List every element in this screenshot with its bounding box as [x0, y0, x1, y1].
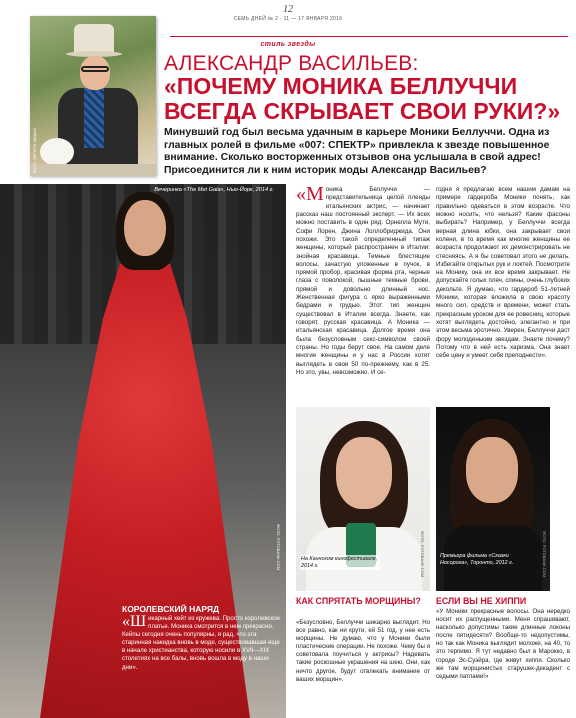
sidebar-box-title: КОРОЛЕВСКИЙ НАРЯД [122, 604, 220, 614]
author-portrait [30, 16, 156, 176]
hippie-subheading: ЕСЛИ ВЫ НЕ ХИППИ [436, 596, 527, 606]
main-photo-caption: Вечеринка «The Met Gala», Нью-Йорк, 2014 г. [154, 187, 274, 193]
sidebar-box-body: икарный хейт из кружева. Просто королевское платье. Моника смотрится в нем прекрасно. Кейпы сегодня очень популярны, я рад, что эта старинная накидка вновь в моде, существовавшая еще в начале христианства, которую носили в XVII—XIX столетиях на все балы, вновь вошла в моду в наши дни». [122, 615, 281, 671]
toronto-photo-credit: ФОТО: FOTOBANK.COM [542, 531, 547, 578]
author-name: АЛЕКСАНДР ВАСИЛЬЕВ: [164, 52, 419, 75]
scarf-shape [84, 88, 104, 148]
portrait-photo-credit: ФОТО: ЛЕГИОН-МЕДИА [32, 128, 37, 174]
issue-line: СЕМЬ ДНЕЙ № 2 · 11 — 17 ЯНВАРЯ 2016 [233, 16, 343, 22]
toronto-photo-caption: Премьера фильма «Сказки Носорога», Торонто, 2012 г. [440, 553, 514, 566]
wrinkles-text: «Безусловно, Беллуччи шикарно выглядит. Но все равно, как ни крути, ей 51 год, у нее есть морщины. Не думаю, что у Моники были пластические операции. Не похоже. Чему бы я советовала поучиться у актрисы? Надевать такие роскошные украшения на шею. Они, как ничто другое, будут отвлекать внимание от ваших морщин». [296, 619, 430, 683]
section-label: стиль звезды [255, 41, 322, 48]
toronto-photo [436, 407, 550, 591]
cannes-photo-caption: На Каннском кинофестивале, 2014 г. [300, 555, 380, 570]
column-dropcap: «М [296, 183, 324, 205]
face-shape [336, 437, 392, 509]
glasses-shape [81, 66, 109, 72]
article-column-1 [296, 183, 430, 377]
article-column-2: годня я предлагаю всем нашим дамам на примере гардероба Моники понять, как правильно одеваться в этом возрасте. Что можно носить, что нельзя? Какие фасоны выбирать? Например, у Беллуччи всегда верная длина юбки, она закрывает свои колени, в то время как многие женщины ее возраста продолжают их демонстрировать не стесняясь. А я бы советовал этого не делать. Избегайте открытых рук и локтей. Посмотрите на Монику, она их все время закрывает. Не допускайте голых плеч, спины, очень глубоких декольте. Я думаю, что гардероб 51-летней Моники, которая вложила в свою красоту много сил, средств и времени, может стать прекрасным уроком для ее ровесниц, которые хотят выглядеть достойно, элегантно и при этом весьма эротично. Уверен, Беллуччи даст фору молоденьким звездам. Знаете почему? Потому что в ней есть харизма. Она знает себе цену и умеет себя преподнести». [436, 186, 571, 360]
sidebar-dropcap: «Ш [122, 613, 147, 630]
headline: «ПОЧЕМУ МОНИКА БЕЛЛУЧЧИ ВСЕГДА СКРЫВАЕТ СВОИ РУКИ?» [164, 73, 561, 124]
face-shape [466, 437, 518, 503]
cannes-photo [296, 407, 430, 591]
face-shape [80, 56, 110, 90]
lead-paragraph: Минувший год был весьма удачным в карьере Моники Беллуччи. Одна из главных ролей в фильме «007: СПЕКТР» привлекла к звезде повышенное внимание. Сколько восторженных отзывов она услышала в свой адрес! Присоединится ли к ним историк моды Александр Васильев? [164, 127, 550, 176]
main-photo-credit: ФОТО: FOTOBANK.COM [276, 524, 281, 571]
wrinkles-subheading: КАК СПРЯТАТЬ МОРЩИНЫ? [296, 596, 421, 606]
hat-shape [74, 24, 114, 54]
column-1-text: оника Беллуччи — представительница целой плеяды итальянских актрис, — начинает рассказ наш постоянный эксперт. — Их всех можно поставить в один ряд: Орнелла Мути, Софи Лорен, Джина Лоллобриджида. Они похожи. Это такой определенный типаж женщины, который распространен в Италии: знойная красавица. Темные блестящие волосы, зачастую уложенные в пучок, в прямой пробор, красивая форма рта, черные глаза с поволокой, пышные темные брови, прямой и довольно длинный нос. Женственная фигура с ярко выраженными бедрами и грудью. Этот тип женщин существовал в Италии всегда. Знаете, как говорят, русская красавица. А Моника — итальянская красавица. Долгое время она была безусловным секс-символом своей страны. Но годы берут свое. На самом деле многие женщины и у нас в России хотят выглядеть в свои 50 по-прежнему, как в 25. Но это, увы, невозможно. И се- [296, 186, 430, 376]
sidebar-box-text [122, 615, 282, 672]
cannes-photo-credit: ФОТО: FOTOBANK.COM [420, 531, 425, 578]
teapot-shape [40, 138, 74, 166]
table-shape [30, 164, 156, 176]
page-number: 12 [283, 4, 293, 15]
hippie-text: «У Моники прекрасные волосы. Она нередко носит их распущенными. Меня спрашивают, насколько допустимы такие длинные локоны после пятидесяти? Вообще-то недопустимы, но так как Моника выглядит моложе, на 40, то это терпимо. Я тут недавно был в Марокко, в городе Эс-Суэйра, где живут хиппи. Сколько же там морщинистых старушек-декадент с седыми патлами!» [436, 608, 570, 680]
head-shape [124, 200, 166, 256]
